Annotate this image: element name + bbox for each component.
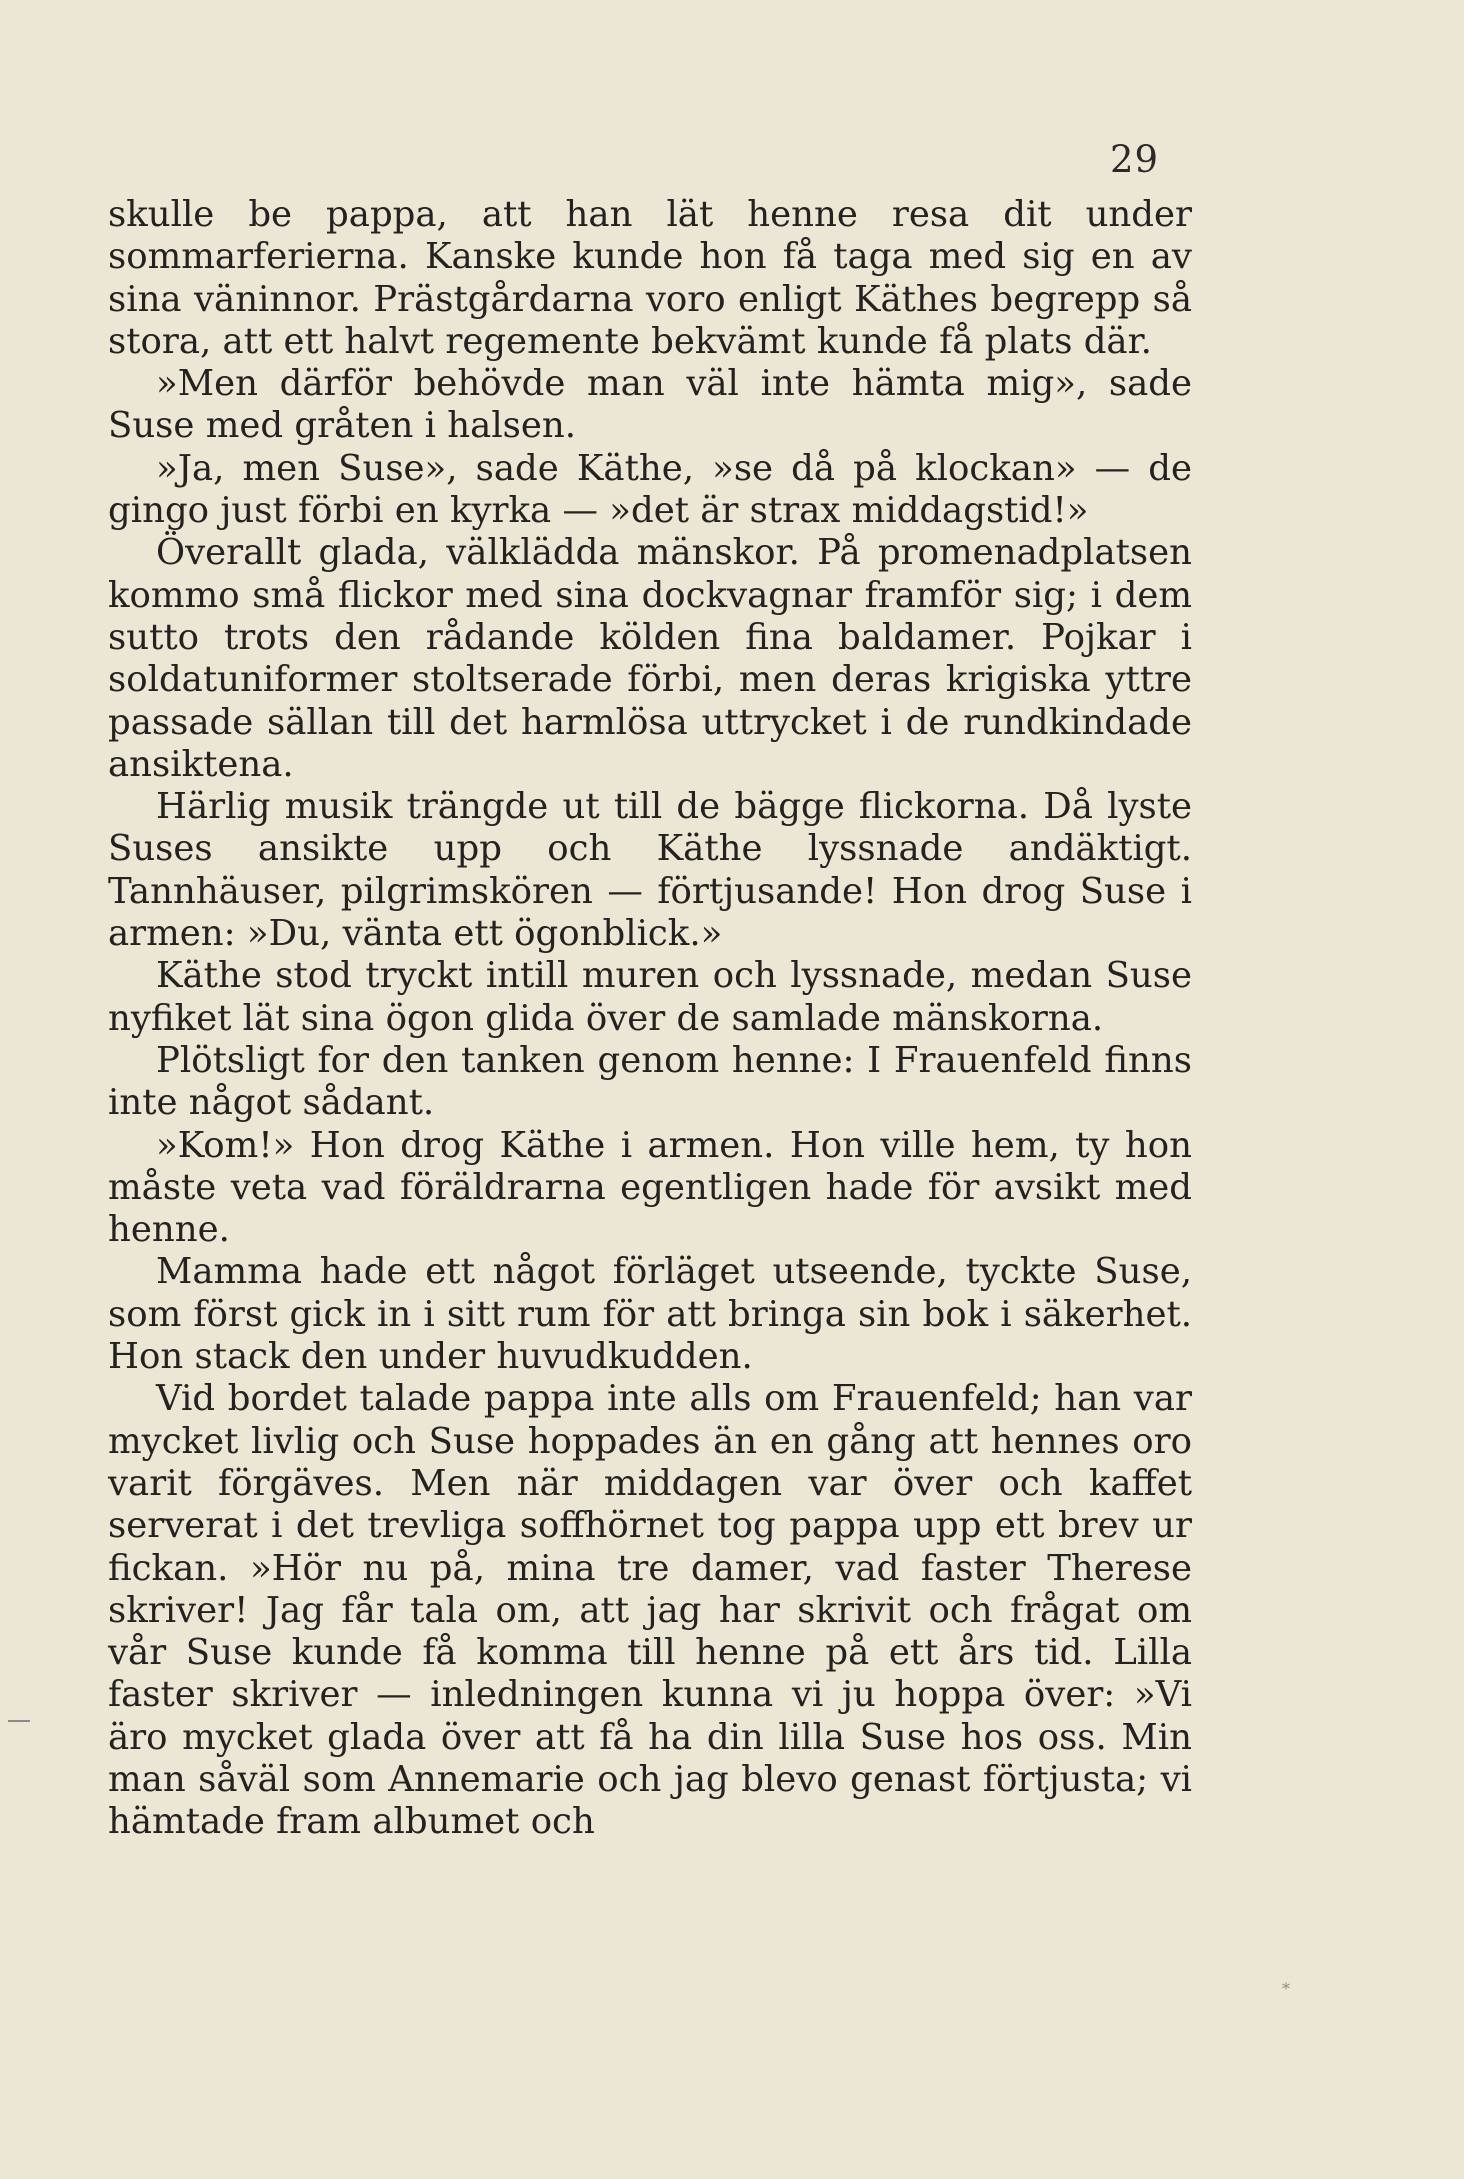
paragraph: »Kom!» Hon drog Käthe i armen. Hon ville hem, ty hon måste veta vad föräldrarna egentligen hade för avsikt med henne. [108,1124,1192,1251]
paper-speck: ⁎ [1282,1974,1290,1993]
paragraph: skulle be pappa, att han lät henne resa dit under sommarferierna. Kanske kunde hon få taga med sig en av sina väninnor. Prästgårdarna voro enligt Käthes begrepp så stora, att ett halvt regemente bekvämt kunde få plats där. [108,194,1192,362]
paragraph: Plötsligt for den tanken genom henne: I Frauenfeld finns inte något sådant. [108,1039,1192,1124]
margin-mark [8,1720,30,1722]
page-number: 29 [1110,138,1160,181]
body-text [108,194,1192,1844]
paragraph: Härlig musik trängde ut till de bägge flickorna. Då lyste Suses ansikte upp och Käthe lyssnade andäktigt. Tannhäuser, pilgrimskören — förtjusande! Hon drog Suse i armen: »Du, vänta ett ögonblick.» [108,786,1192,955]
paragraph: »Ja, men Suse», sade Käthe, »se då på klockan» — de gingo just förbi en kyrka — »det är strax middagstid!» [108,447,1192,532]
paragraph: Käthe stod tryckt intill muren och lyssnade, medan Suse nyfiket lät sina ögon glida över de samlade mänskorna. [108,955,1192,1039]
paragraph: Överallt glada, välklädda mänskor. På promenadplatsen kommo små flickor med sina dockvagnar framför sig; i dem sutto trots den rådande kölden fina baldamer. Pojkar i soldatuniformer stoltserade förbi, men deras krigiska yttre passade sällan till det harmlösa uttrycket i de rundkindade ansiktena. [108,532,1192,785]
paragraph: Mamma hade ett något förläget utseende, tyckte Suse, som först gick in i sitt rum för att bringa sin bok i säkerhet. Hon stack den under huvudkudden. [108,1251,1192,1378]
paragraph: Vid bordet talade pappa inte alls om Frauenfeld; han var mycket livlig och Suse hoppades än en gång att hennes oro varit förgäves. Men när middagen var över och kaffet serverat i det trevliga soffhörnet tog pappa upp ett brev ur fickan. »Hör nu på, mina tre damer, vad faster Therese skriver! Jag får tala om, att jag har skrivit och frågat om vår Suse kunde få komma till henne på ett års tid. Lilla faster skriver — inledningen kunna vi ju hoppa över: »Vi äro mycket glada över att få ha din lilla Suse hos oss. Min man såväl som Annemarie och jag blevo genast förtjusta; vi hämtade fram albumet och [108,1378,1192,1843]
paragraph: »Men därför behövde man väl inte hämta mig», sade Suse med gråten i halsen. [108,363,1192,447]
